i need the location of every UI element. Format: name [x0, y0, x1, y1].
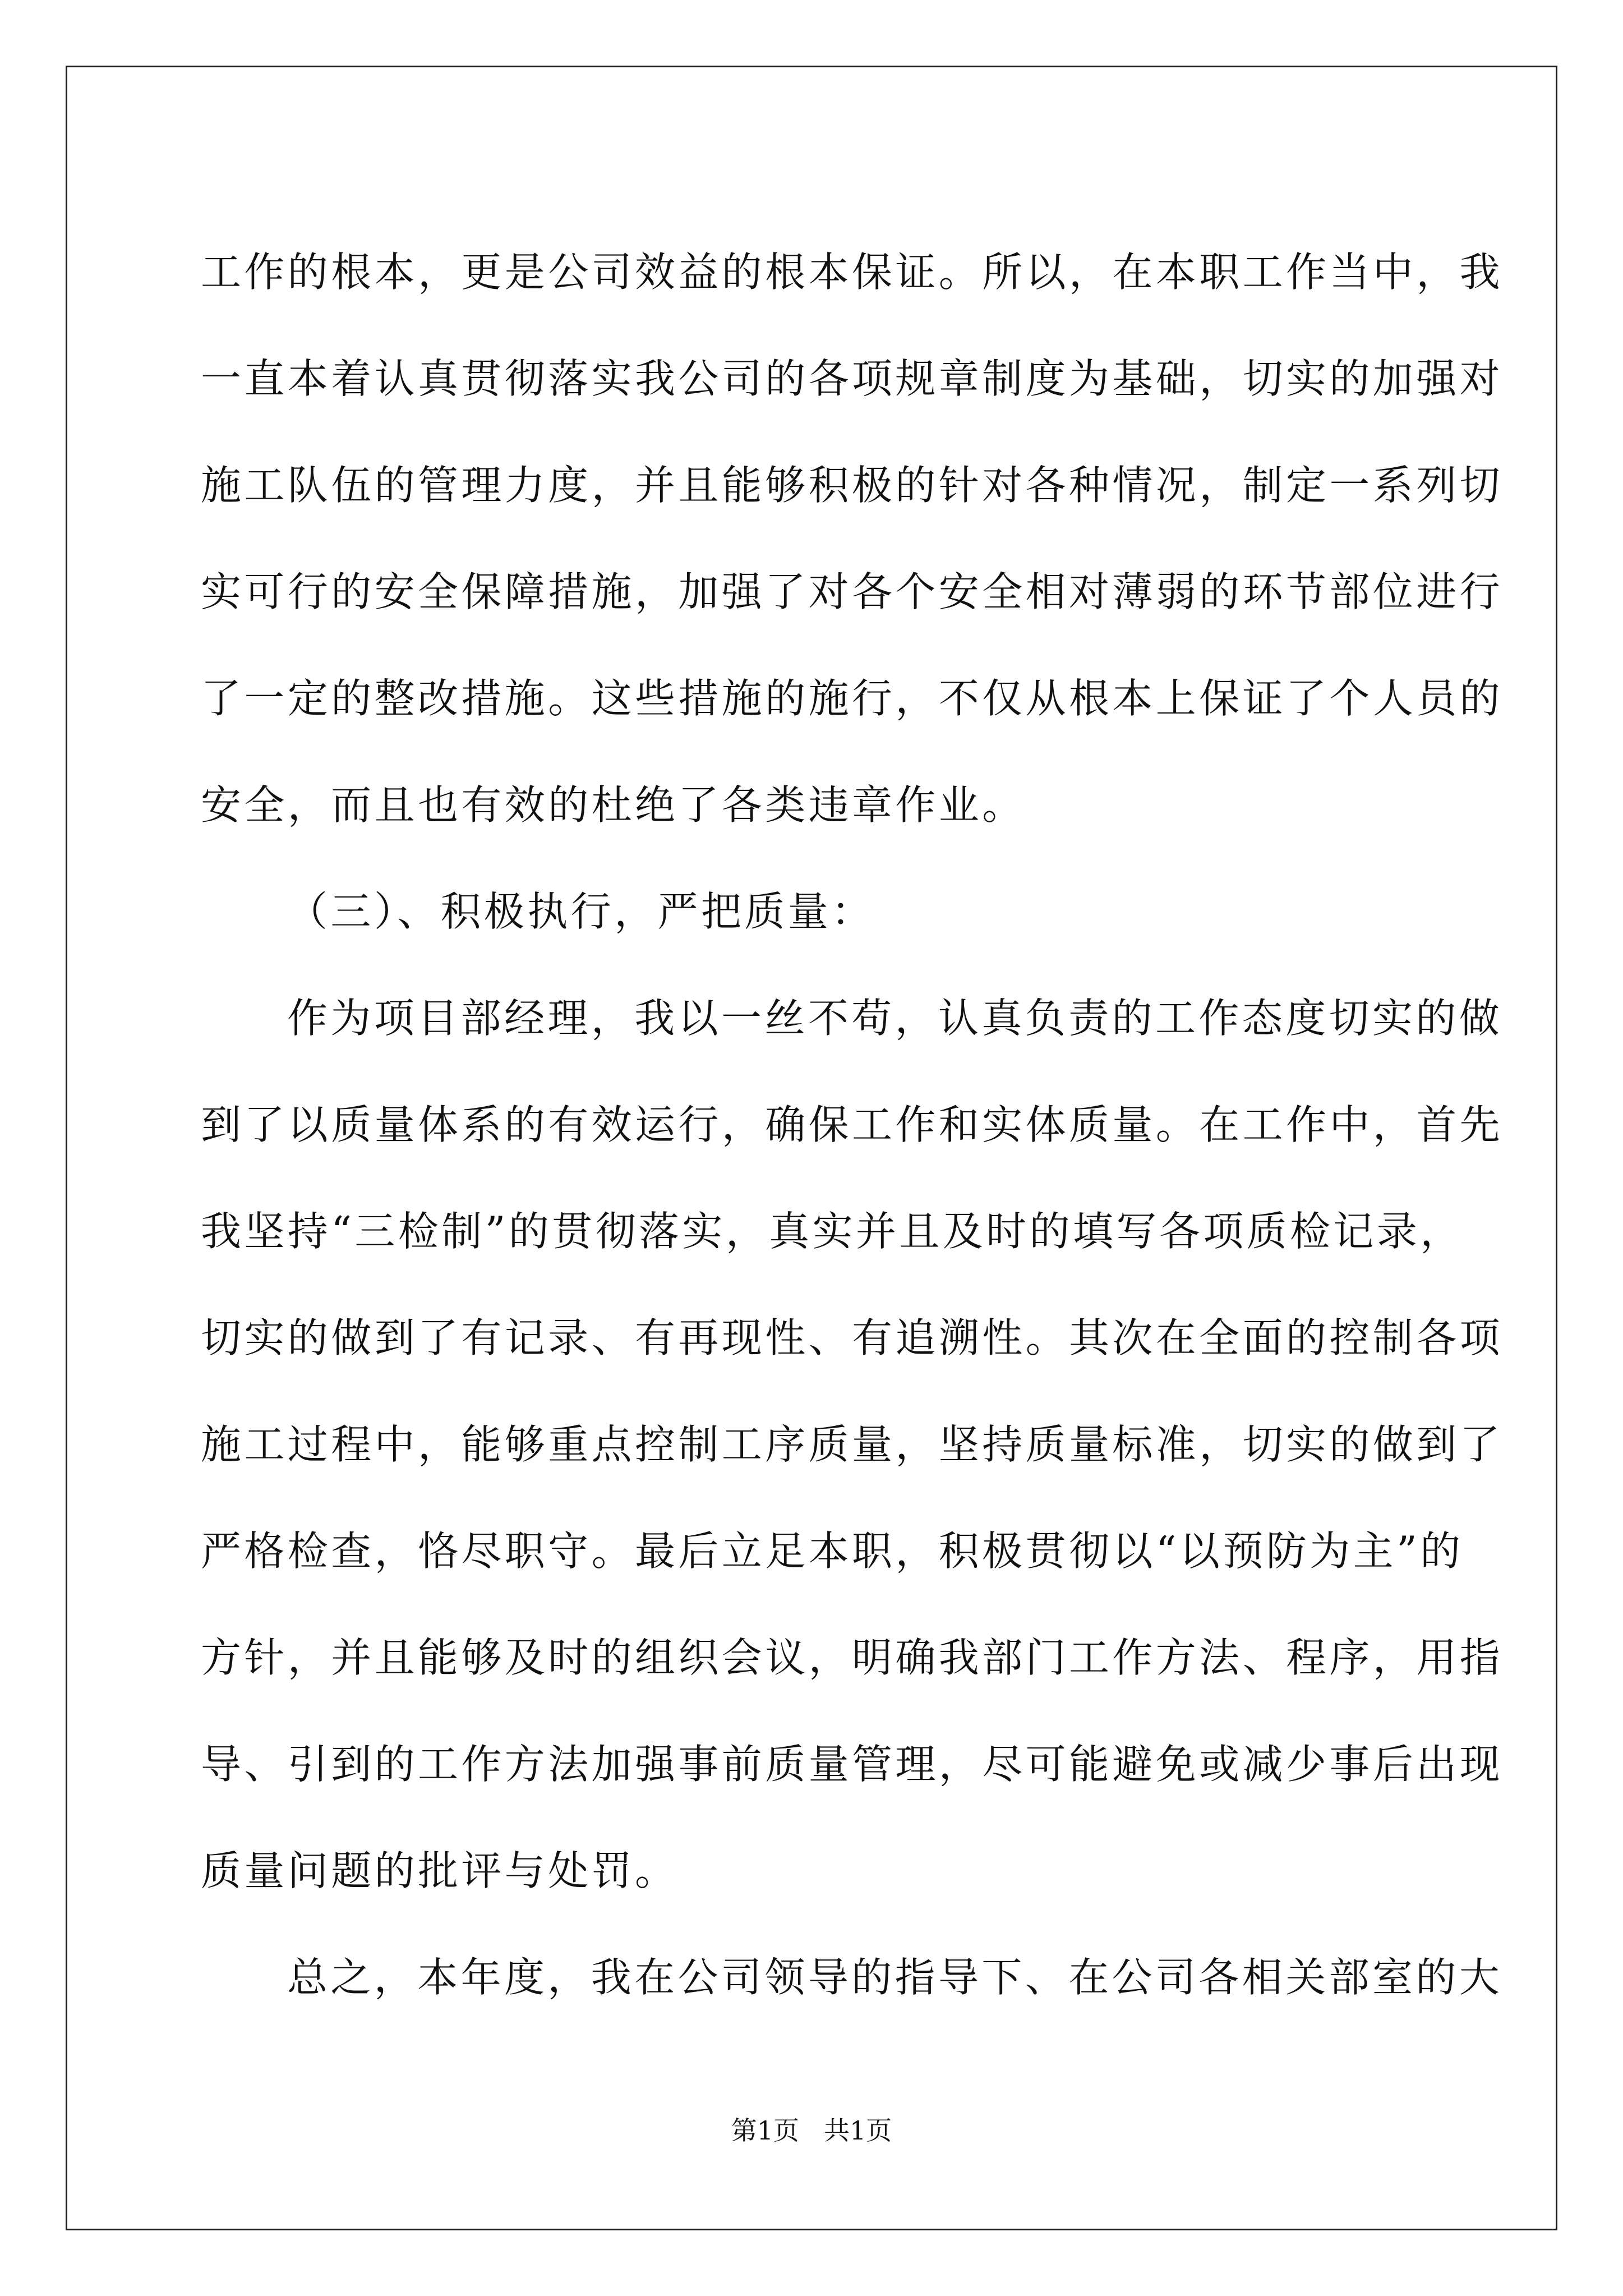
paragraph-line: 作为项目部经理，我以一丝不苟，认真负责的工作态度切实的做 [287, 995, 1503, 1042]
section-heading: （三）、积极执行，严把质量： [287, 888, 875, 935]
paragraph-line: 实可行的安全保障措施，加强了对各个安全相对薄弱的环节部位进行 [201, 568, 1504, 615]
paragraph-line: 施工过程中，能够重点控制工序质量，坚持质量标准，切实的做到了 [201, 1421, 1504, 1468]
paragraph-line: 切实的做到了有记录、有再现性、有追溯性。其次在全面的控制各项 [201, 1314, 1504, 1361]
paragraph-line: 严格检查，恪尽职守。最后立足本职，积极贯彻以“以预防为主”的 [201, 1527, 1464, 1575]
paragraph-line: 到了以质量体系的有效运行，确保工作和实体质量。在工作中，首先 [201, 1101, 1504, 1148]
paragraph-line: 导、引到的工作方法加强事前质量管理，尽可能避免或减少事后出现 [201, 1741, 1504, 1788]
paragraph-line: 工作的根本，更是公司效益的根本保证。所以，在本职工作当中，我 [201, 249, 1504, 296]
page-footer [0, 2114, 1623, 2147]
page-total: 共1页 [823, 2115, 892, 2146]
paragraph-line: 一直本着认真贯彻落实我公司的各项规章制度为基础，切实的加强对 [201, 355, 1504, 402]
paragraph-line: 质量问题的批评与处罚。 [201, 1847, 679, 1894]
paragraph-line: 我坚持“三检制”的贯彻落实，真实并且及时的填写各项质检记录， [201, 1208, 1464, 1255]
paragraph-line: 安全，而且也有效的杜绝了各类违章作业。 [201, 781, 1026, 829]
paragraph-line: 方针，并且能够及时的组织会议，明确我部门工作方法、程序，用指 [201, 1634, 1504, 1681]
document-body [201, 219, 1504, 2031]
paragraph-line: 了一定的整改措施。这些措施的施行，不仅从根本上保证了个人员的 [201, 675, 1504, 722]
paragraph-line: 总之，本年度，我在公司领导的指导下、在公司各相关部室的大 [287, 1954, 1503, 2001]
page-number: 第1页 [731, 2115, 800, 2146]
paragraph-line: 施工队伍的管理力度，并且能够积极的针对各种情况，制定一系列切 [201, 462, 1504, 509]
